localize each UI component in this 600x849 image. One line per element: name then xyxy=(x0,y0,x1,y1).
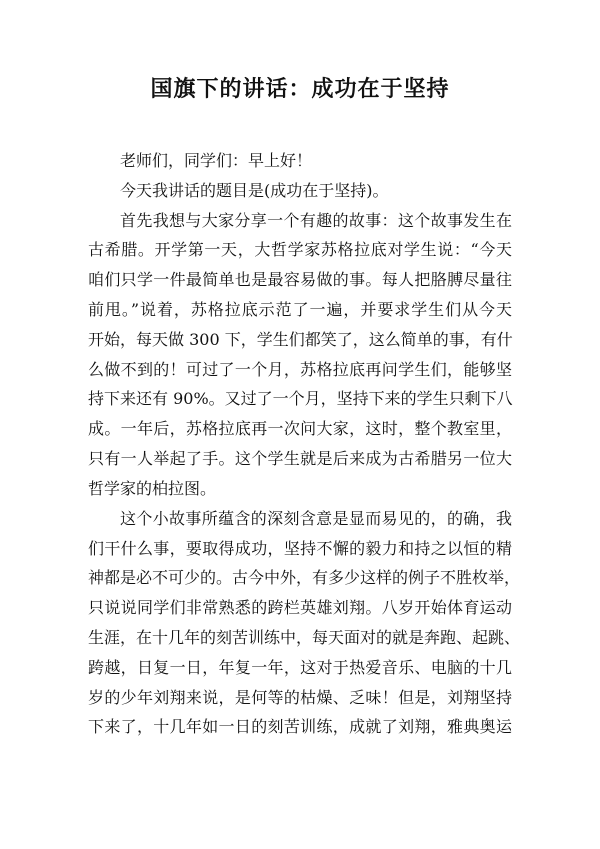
paragraph-line: 岁的少年刘翔来说，是何等的枯燥、乏味！但是，刘翔坚持 xyxy=(88,688,512,707)
document-title: 国旗下的讲话：成功在于坚持 xyxy=(150,76,450,102)
paragraph-line: 咱们只学一件最简单也是最容易做的事。每人把胳膊尽量往 xyxy=(88,270,512,289)
paragraph-line: 哲学家的柏拉图。 xyxy=(88,479,217,498)
paragraph-line: 持下来还有 90%。又过了一个月，坚持下来的学生只剩下八 xyxy=(88,389,513,408)
paragraph-line: 神都是必不可少的。古今中外，有多少这样的例子不胜枚举， xyxy=(88,568,521,587)
paragraph-line: 老师们，同学们：早上好！ xyxy=(120,151,313,170)
paragraph-line: 成。一年后，苏格拉底再一次问大家，这时，整个教室里， xyxy=(88,419,512,438)
paragraph-line: 古希腊。开学第一天，大哲学家苏格拉底对学生说：“今天 xyxy=(88,240,512,259)
paragraph-line: 生涯，在十几年的刻苦训练中，每天面对的就是奔跑、起跳、 xyxy=(88,628,521,647)
paragraph-line: 这个小故事所蕴含的深刻含意是显而易见的，的确，我 xyxy=(120,509,512,528)
paragraph-line: 只有一人举起了手。这个学生就是后来成为古希腊另一位大 xyxy=(88,449,512,468)
paragraph-line: 开始，每天做 300 下，学生们都笑了，这么简单的事，有什 xyxy=(88,330,513,349)
paragraph-line: 首先我想与大家分享一个有趣的故事：这个故事发生在 xyxy=(120,211,512,230)
paragraph-line: 前甩。”说着，苏格拉底示范了一遍，并要求学生们从今天 xyxy=(88,300,512,319)
paragraph-line: 下来了，十几年如一日的刻苦训练，成就了刘翔，雅典奥运 xyxy=(88,717,512,736)
paragraph-line: 只说说同学们非常熟悉的跨栏英雄刘翔。八岁开始体育运动 xyxy=(88,598,512,617)
paragraph-line: 跨越，日复一日，年复一年，这对于热爱音乐、电脑的十几 xyxy=(88,658,512,677)
paragraph-line: 么做不到的！可过了一个月，苏格拉底再问学生们，能够坚 xyxy=(88,360,512,379)
paragraph-line: 们干什么事，要取得成功，坚持不懈的毅力和持之以恒的精 xyxy=(88,539,512,558)
paragraph-line: 今天我讲话的题目是(成功在于坚持)。 xyxy=(120,181,389,200)
